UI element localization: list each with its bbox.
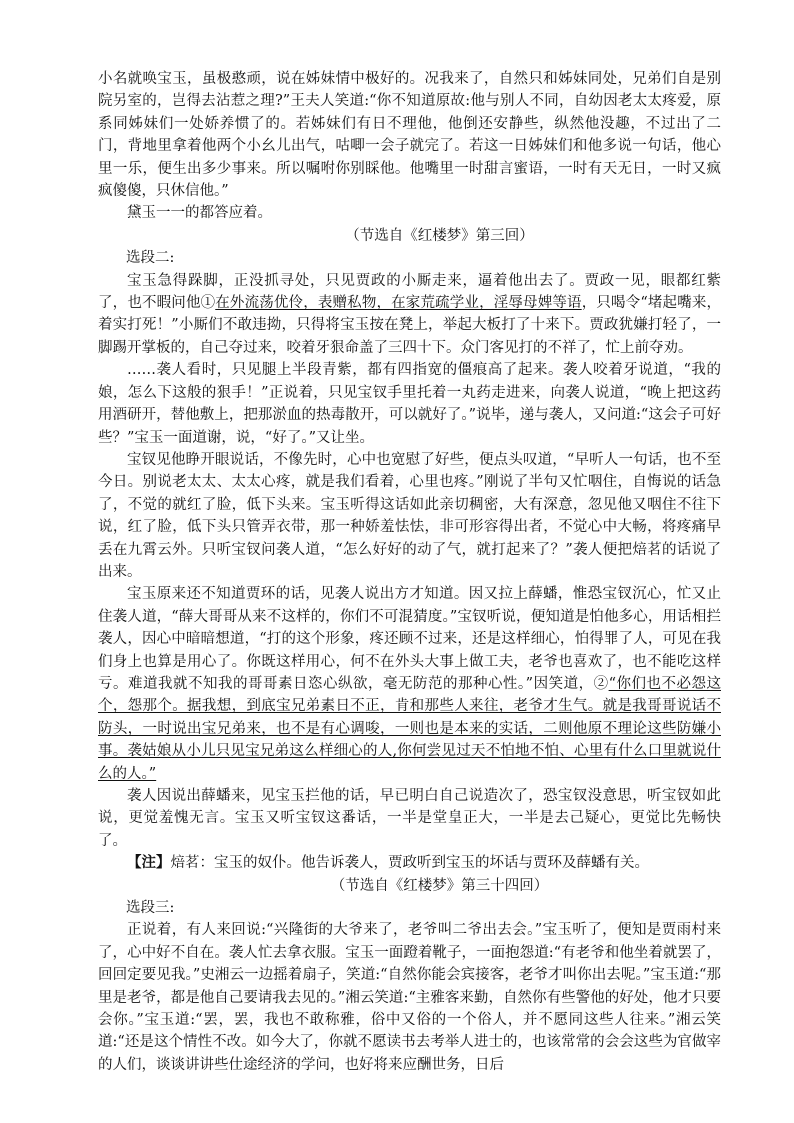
- section-2-paragraph-2: ……袭人看时，只见腿上半段青紫，都有四指宽的僵痕高了起来。袭人咬着牙说道，“我的娘，怎么下这般的狠手！”正说着，只见宝钗手里托着一丸药走进来，向袭人说道，“晚上把这药用酒研开，替他敷上，把那淤血的热毒散开，可以就好了。”说毕，递与袭人，又问道:“这会子可好些？”宝玉一面道谢，说，“好了。”又让坐。: [98, 362, 721, 446]
- note-body: 焙茗：宝玉的奴仆。他告诉袭人，贾政听到宝玉的坏话与贾环及薛蟠有关。: [170, 855, 649, 872]
- section-2-paragraph-1: [98, 270, 721, 360]
- text-run: 宝玉急得跺脚，正没抓寻处，只见贾政的小厮走来，逼着他出去了。贾政一见，眼都红紫了，也不暇问他①: [98, 272, 721, 312]
- source-citation-chapter-3: （节选自《红楼梦》第三回）: [345, 227, 534, 244]
- section-2-label: 选段二:: [126, 250, 175, 267]
- section-2-paragraph-5: 袭人因说出薛蟠来，见宝玉拦他的话，早已明白自己说造次了，恐宝钗没意思，听宝钗如此说，更觉羞愧无言。宝玉又听宝钗这番话，一半是堂皇正大，一半是去己疑心，更觉比先畅快了。: [98, 788, 721, 849]
- section-3-paragraph-1: 正说着，有人来回说:“兴隆街的大爷来了，老爷叫二爷出去会。”宝玉听了，便知是贾雨村来了，心中好不自在。袭人忙去拿衣服。宝玉一面蹬着靴子，一面抱怨道:“有老爷和他坐着就罢了，回回定要见我。”史湘云一边摇着扇子，笑道:“自然你能会宾接客，老爷才叫你出去呢。”宝玉道:“那里是老爷，都是他自己要请我去见的。”湘云笑道:“主雅客来勤，自然你有些警他的好处，他才只要会你。”宝玉道:“罢，罢，我也不敢称雅，俗中又俗的一个俗人，并不愿同这些人往来。”湘云笑道:“还是这个情性不改。如今大了，你就不愿读书去考举人进士的，也该常常的会会这些为官做宰的人们，谈谈讲讲些仕途经济的学问，也好将来应酬世务，日后: [98, 922, 721, 1073]
- underlined-passage-1: 在外流荡优伶，表赠私物，在家荒疏学业，淫辱母婢等语: [215, 295, 582, 312]
- intro-paragraph-daiyu: 黛玉一一的都答应着。: [127, 205, 272, 222]
- underlined-passage-2: “你们也不必怨这个，怨那个。据我想，到底宝兄弟素日不正，肯和那些人来往，老爷才生气。就是我哥哥说话不防头，一时说出宝兄弟来，也不是有心调唆，一则也是本来的实话，二则他原不理论这些防嫌小事。袭姑娘从小儿只见宝兄弟这么样细心的人,你何尝见过天不怕地不怕、心里有什么口里就说什么的人。”: [98, 675, 721, 782]
- section-2-paragraph-4: [98, 583, 721, 785]
- text-run: 宝玉原来还不知道贾环的话，见袭人说出方才知道。因又拉上薛蟠，惟恐宝钗沉心，忙又止住袭人道，“薛大哥哥从来不这样的，你们不可混猜度。”宝钗听说，便知道是怕他多心，用话相拦袭人，因心中暗暗想道，“打的这个形象，疼还顾不过来，还是这样细心，怕得罪了人，可见在我们身上也算是用心了。你既这样用心，何不在外头大事上做工夫，老爷也喜欢了，也不能吃这样亏。难道我就不知我的哥哥素日恣心纵欲，毫无防范的那种心性。”因笑道，②: [98, 586, 721, 692]
- note-heading: 【注】: [127, 854, 171, 872]
- section-3-label: 选段三:: [126, 900, 175, 917]
- text-run: ，只喝令“堵起嘴来，着实打死！”小厮们不敢违拗，只得将宝玉按在凳上，举起大板打了十来下。贾政犹嫌打轻了，一脚踢开掌板的，自己夺过来，咬着牙狠命盖了三四十下。众门客见打的不祥了，忙上前夺劝。: [98, 295, 722, 356]
- annotation-note: [98, 852, 721, 874]
- document-page: [98, 68, 721, 1076]
- section-2-paragraph-3: 宝钗见他睁开眼说话，不像先时，心中也宽慰了好些，便点头叹道，“早听人一句话，也不至今日。别说老太太、太太心疼，就是我们看着，心里也疼。”刚说了半句又忙咽住，自悔说的话急了，不觉的就红了脸，低下头来。宝玉听得这话如此亲切稠密，大有深意，忽见他又咽住不往下说，红了脸，低下头只管弄衣带，那一种娇羞怯怯，非可形容得出者，不觉心中大畅，将疼痛早丢在九霄云外。只听宝钗问袭人道，“怎么好好的动了气，就打起来了？”袭人便把焙茗的话说了出来。: [98, 451, 721, 580]
- source-citation-chapter-34: （节选自《红楼梦》第三十四回）: [330, 877, 549, 894]
- intro-paragraph: 小名就唤宝玉，虽极憨顽，说在姊妹情中极好的。况我来了，自然只和姊妹同处，兄弟们自是别院另室的，岂得去沾惹之理?”王夫人笑道:“你不知道原故:他与别人不同，自幼因老太太疼爱，原系同姊妹们一处娇养惯了的。若姊妹们有日不理他，他倒还安静些，纵然他没趣，不过出了二门，背地里拿着他两个小幺儿出气，咕唧一会子就完了。若这一日姊妹们和他多说一句话，他心里一乐，便生出多少事来。所以嘱咐你别睬他。他嘴里一时甜言蜜语，一时有天无日，一时又疯疯傻傻，只休信他。”: [98, 71, 721, 200]
